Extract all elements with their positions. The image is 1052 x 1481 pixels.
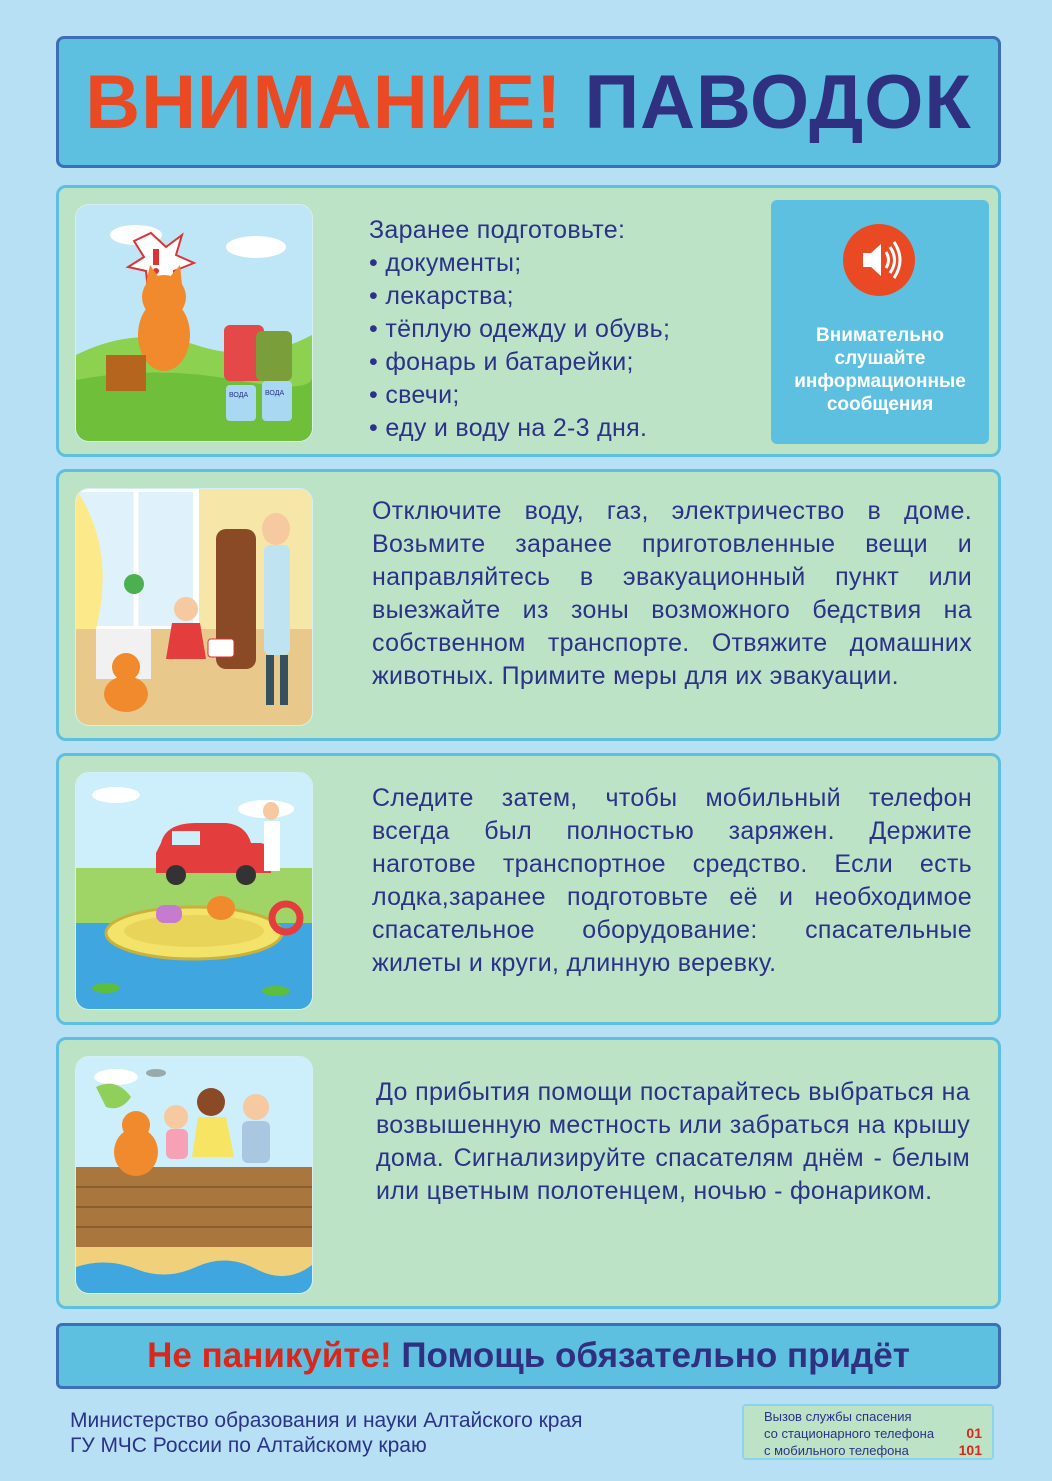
family-on-roof-illustration bbox=[75, 1056, 313, 1294]
list-item: • лекарства; bbox=[369, 280, 749, 313]
bottom-slogan bbox=[56, 1323, 1001, 1389]
call-row-mobile bbox=[764, 1442, 982, 1459]
poster-title bbox=[56, 36, 1001, 168]
title-flood: ПАВОДОК bbox=[584, 59, 972, 145]
prepare-text bbox=[369, 214, 749, 445]
panel-evacuate bbox=[56, 469, 1001, 741]
footer-line-mchs: ГУ МЧС России по Алтайскому краю bbox=[70, 1434, 427, 1457]
rooftop-text: До прибытия помощи постарайтесь выбраться на возвышенную местность или забраться на крышу дома. Сигнализируйте спасателям днём - белым или цветным полотенцем, ночью - фонариком. bbox=[376, 1078, 970, 1205]
landline-number: 01 bbox=[966, 1425, 982, 1441]
list-item: • еду и воду на 2-3 дня. bbox=[369, 412, 749, 445]
panel-rooftop bbox=[56, 1037, 1001, 1309]
prepare-heading: Заранее подготовьте: bbox=[369, 216, 626, 244]
mobile-label: с мобильного телефона bbox=[764, 1443, 909, 1458]
landline-label: со стационарного телефона bbox=[764, 1426, 935, 1441]
prepare-list bbox=[369, 247, 749, 445]
panel-phone-boat bbox=[56, 753, 1001, 1025]
phone-boat-text: Следите затем, чтобы мобильный телефон всегда был полностью заряжен. Держите наготове транспортное средство. Если есть лодка,заранее подготовьте её и необходимое спасательное оборудование: спасательные жилеты и круги, длинную веревку. bbox=[372, 784, 972, 977]
speaker-icon bbox=[843, 224, 915, 296]
canister-label: ВОДА bbox=[229, 392, 249, 399]
footer-line-ministry: Министерство образования и науки Алтайского края bbox=[70, 1409, 583, 1432]
list-item: • свечи; bbox=[369, 379, 749, 412]
emergency-call-box bbox=[742, 1404, 994, 1460]
list-item: • документы; bbox=[369, 247, 749, 280]
panel-prepare bbox=[56, 185, 1001, 457]
footer-organizations bbox=[70, 1408, 583, 1458]
call-title: Вызов службы спасения bbox=[764, 1409, 912, 1424]
canister-label-2: ВОДА bbox=[265, 390, 285, 397]
list-item: • тёплую одежду и обувь; bbox=[369, 313, 749, 346]
call-row-landline bbox=[764, 1425, 982, 1442]
mobile-number: 101 bbox=[958, 1442, 982, 1458]
listen-label: Внимательно слушайте информационные сообщения bbox=[794, 325, 966, 415]
cat-packing-bags-illustration bbox=[75, 204, 313, 442]
family-evacuating-home-illustration bbox=[75, 488, 313, 726]
evacuate-text: Отключите воду, газ, электричество в доме. Возьмите заранее приготовленные вещи и направляйтесь в эвакуационный пункт или выезжайте из зоны возможного бедствия на собственном транспорте. Отвяжите домашних животных. Примите меры для их эвакуации. bbox=[372, 497, 972, 690]
car-and-boat-illustration bbox=[75, 772, 313, 1010]
slogan-red: Не паникуйте! bbox=[147, 1336, 392, 1375]
listen-notice bbox=[771, 200, 989, 444]
list-item: • фонарь и батарейки; bbox=[369, 346, 749, 379]
title-attention: ВНИМАНИЕ! bbox=[85, 59, 563, 145]
slogan-blue: Помощь обязательно придёт bbox=[401, 1336, 910, 1375]
